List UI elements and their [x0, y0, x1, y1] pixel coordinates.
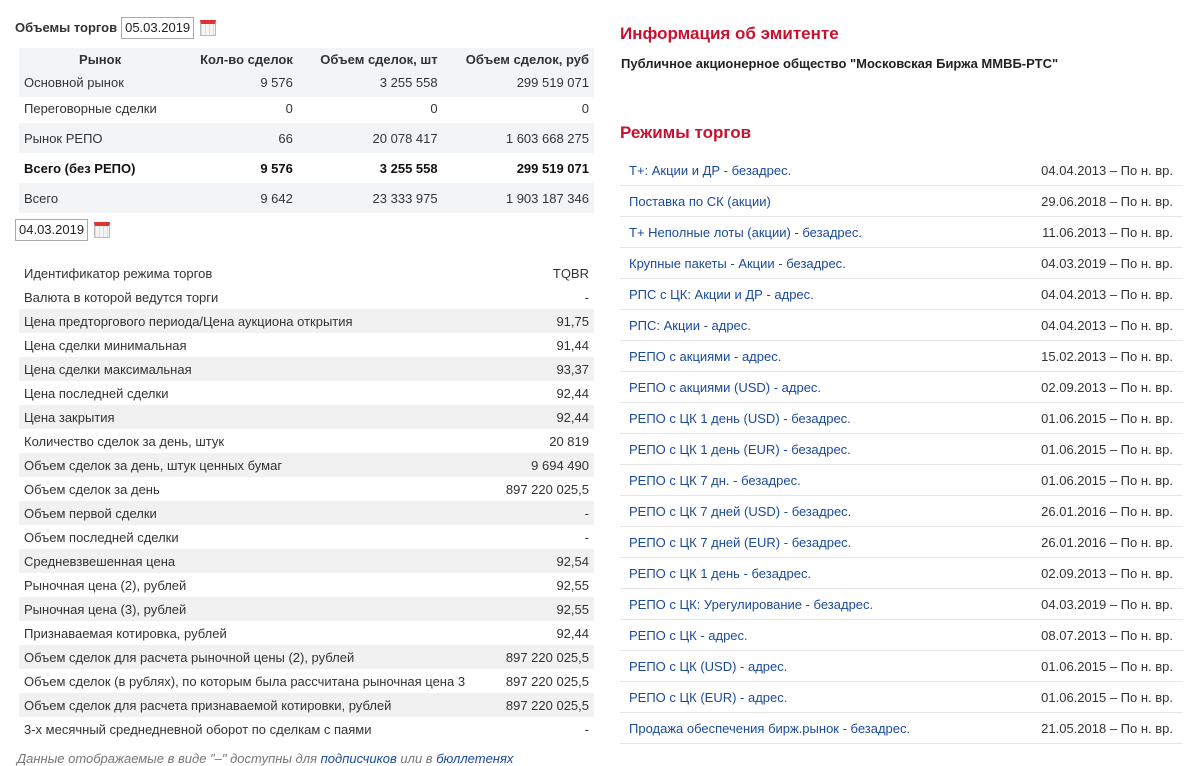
calendar-icon[interactable] [200, 20, 216, 36]
row-label: Количество сделок за день, штук [24, 433, 225, 449]
volumes-title: Объемы торгов [15, 20, 118, 35]
footnote-text: или в [396, 751, 437, 766]
table-row [19, 67, 594, 97]
table-cell: 23 333 975 [298, 183, 443, 213]
mode-link[interactable]: РЕПО с ЦК 7 дней (USD) - безадрес. [629, 503, 852, 519]
row-value: 897 220 025,5 [505, 673, 589, 689]
mode-period: 26.01.2016 – По н. вр. [1041, 503, 1173, 519]
mode-period: 01.06.2015 – По н. вр. [1041, 441, 1173, 457]
mode-period: 29.06.2018 – По н. вр. [1041, 193, 1173, 209]
mode-period: 04.03.2019 – По н. вр. [1041, 255, 1173, 271]
mode-period: 11.06.2013 – По н. вр. [1042, 224, 1173, 240]
row-label: Объем сделок за день, штук ценных бумаг [19, 453, 496, 477]
list-item [620, 403, 1183, 434]
mode-period: 04.04.2013 – По н. вр. [1041, 286, 1173, 302]
table-cell: 1 903 187 346 [443, 183, 594, 213]
table-row [19, 123, 594, 153]
list-item [620, 434, 1183, 465]
list-item [620, 279, 1183, 310]
row-label: Цена предторгового периода/Цена аукциона открытия [19, 309, 496, 333]
mode-period: 04.04.2013 – По н. вр. [1041, 317, 1173, 333]
table-row [19, 597, 594, 621]
row-label: Рыночная цена (3), рублей [19, 597, 496, 621]
mode-link[interactable]: РЕПО с ЦК (USD) - адрес. [629, 658, 788, 674]
mode-period: 01.06.2015 – По н. вр. [1041, 472, 1173, 488]
column-header: Объем сделок, руб [443, 48, 594, 67]
subscribers-link[interactable]: подписчиков [320, 751, 397, 766]
table-row [19, 477, 594, 501]
mode-period: 01.06.2015 – По н. вр. [1041, 689, 1173, 705]
row-label: Средневзвешенная цена [19, 549, 496, 573]
volumes-date-input[interactable]: 05.03.2019 [121, 17, 194, 39]
modes-title: Режимы торгов [620, 123, 752, 142]
table-row [19, 717, 594, 741]
table-row [19, 357, 594, 381]
mode-period: 04.04.2013 – По н. вр. [1041, 162, 1173, 178]
table-cell: 66 [181, 123, 298, 153]
list-item [620, 155, 1183, 186]
row-value: - [584, 721, 589, 737]
row-label: 3-х месячный среднедневной оборот по сделкам с паями [24, 721, 372, 737]
table-row [19, 669, 594, 693]
table-row [19, 453, 594, 477]
row-label: Идентификатор режима торгов [24, 265, 213, 281]
mode-period: 15.02.2013 – По н. вр. [1041, 348, 1173, 364]
details-date-row [15, 219, 595, 241]
list-item [620, 558, 1183, 589]
row-value: 20 819 [549, 433, 589, 449]
footnote-text: Данные отображаемые в виде "–" доступны для [17, 751, 321, 766]
row-value: 9 694 490 [496, 453, 594, 477]
list-item [620, 465, 1183, 496]
list-item [620, 372, 1183, 403]
mode-period: 02.09.2013 – По н. вр. [1041, 379, 1173, 395]
list-item [620, 248, 1183, 279]
table-row [19, 525, 594, 549]
row-value: 91,75 [496, 309, 594, 333]
row-value: 897 220 025,5 [496, 645, 594, 669]
bulletins-link[interactable]: бюллетенях [436, 751, 514, 766]
row-label: Объем сделок для расчета признаваемой котировки, рублей [19, 693, 496, 717]
list-item [620, 713, 1183, 744]
table-row [19, 573, 594, 597]
row-label: Цена последней сделки [24, 385, 169, 401]
row-value: 92,55 [496, 597, 594, 621]
table-cell: 3 255 558 [379, 160, 438, 176]
table-cell: 1 603 668 275 [443, 123, 594, 153]
mode-link[interactable]: Продажа обеспечения бирж.рынок - безадрес. [629, 720, 911, 736]
table-row [19, 405, 594, 429]
row-value: - [496, 501, 594, 525]
list-item [620, 589, 1183, 620]
mode-link[interactable]: РЕПО с ЦК 1 день (EUR) - безадрес. [629, 441, 851, 457]
table-row [19, 153, 594, 183]
row-label: Рыночная цена (2), рублей [24, 577, 187, 593]
list-item [620, 620, 1183, 651]
row-label: Признаваемая котировка, рублей [24, 625, 227, 641]
list-item [620, 310, 1183, 341]
column-header: Объем сделок, шт [298, 48, 443, 67]
row-value: 92,44 [556, 385, 589, 401]
table-cell: Рынок РЕПО [19, 123, 181, 153]
issuer-title: Информация об эмитенте [620, 24, 839, 43]
column-header: Рынок [19, 48, 181, 67]
left-column [15, 16, 595, 766]
row-value: 92,44 [556, 625, 589, 641]
volumes-table [19, 48, 594, 213]
table-cell: 0 [430, 100, 438, 116]
table-cell: 20 078 417 [298, 123, 443, 153]
row-value: 92,44 [496, 405, 594, 429]
table-row [19, 333, 594, 357]
mode-link[interactable]: РЕПО с ЦК 1 день - безадрес. [629, 565, 812, 581]
modes-list [620, 155, 1183, 744]
mode-period: 08.07.2013 – По н. вр. [1041, 627, 1173, 643]
mode-link[interactable]: РЕПО с акциями - адрес. [629, 348, 782, 364]
table-cell: 9 642 [181, 183, 298, 213]
row-value: - [584, 529, 589, 545]
details-date-input[interactable]: 04.03.2019 [15, 219, 88, 241]
right-column [620, 24, 1183, 744]
footnote [17, 751, 595, 766]
mode-link[interactable]: Т+ Неполные лоты (акции) - безадрес. [629, 224, 862, 240]
mode-link[interactable]: РПС с ЦК: Акции и ДР - адрес. [629, 286, 814, 302]
table-cell: 0 [285, 100, 293, 116]
row-value: 92,55 [556, 577, 589, 593]
mode-period: 02.09.2013 – По н. вр. [1041, 565, 1173, 581]
mode-link[interactable]: РЕПО с акциями (USD) - адрес. [629, 379, 822, 395]
mode-period: 04.03.2019 – По н. вр. [1041, 596, 1173, 612]
table-row [19, 621, 594, 645]
list-item [620, 682, 1183, 713]
mode-period: 26.01.2016 – По н. вр. [1041, 534, 1173, 550]
list-item [620, 186, 1183, 217]
row-label: Цена сделки максимальная [19, 357, 496, 381]
table-cell: 0 [581, 100, 589, 116]
row-label: Объем сделок за день [24, 481, 160, 497]
table-cell: 299 519 071 [443, 67, 594, 97]
row-value: 897 220 025,5 [496, 693, 594, 717]
row-label: Объем последней сделки [24, 529, 179, 545]
list-item [620, 341, 1183, 372]
mode-link[interactable]: РЕПО с ЦК 1 день (USD) - безадрес. [629, 410, 851, 426]
volumes-header [15, 16, 595, 39]
row-value: 92,54 [496, 549, 594, 573]
row-label: Объем сделок для расчета рыночной цены (2), рублей [19, 645, 496, 669]
mode-link[interactable]: РЕПО с ЦК (EUR) - адрес. [629, 689, 788, 705]
table-row [19, 549, 594, 573]
table-row [19, 183, 594, 213]
row-value: TQBR [552, 265, 589, 281]
mode-period: 21.05.2018 – По н. вр. [1041, 720, 1173, 736]
list-item [620, 527, 1183, 558]
issuer-name: Публичное акционерное общество "Московская Биржа ММВБ-РТС" [621, 56, 1059, 71]
table-cell: Всего (без РЕПО) [24, 160, 136, 176]
row-value: 93,37 [496, 357, 594, 381]
table-cell: 299 519 071 [516, 160, 589, 176]
table-row [19, 97, 594, 123]
mode-link[interactable]: Т+: Акции и ДР - безадрес. [629, 162, 792, 178]
table-row [19, 693, 594, 717]
table-row [19, 285, 594, 309]
table-row [19, 309, 594, 333]
row-value: - [584, 289, 589, 305]
table-cell: Переговорные сделки [24, 100, 157, 116]
list-item [620, 651, 1183, 682]
calendar-icon[interactable] [94, 222, 110, 238]
mode-link[interactable]: РПС: Акции - адрес. [629, 317, 751, 333]
mode-period: 01.06.2015 – По н. вр. [1041, 410, 1173, 426]
mode-link[interactable]: РЕПО с ЦК 7 дней (EUR) - безадрес. [629, 534, 852, 550]
mode-link[interactable]: РЕПО с ЦК - адрес. [629, 627, 748, 643]
table-cell: 3 255 558 [298, 67, 443, 97]
list-item [620, 496, 1183, 527]
table-cell: 9 576 [181, 67, 298, 97]
table-row [19, 501, 594, 525]
row-label: Объем сделок (в рублях), по которым была рассчитана рыночная цена 3 [24, 673, 466, 689]
table-row [19, 429, 594, 453]
table-row [19, 381, 594, 405]
row-value: 897 220 025,5 [505, 481, 589, 497]
column-header: Кол-во сделок [181, 48, 298, 67]
list-item [620, 217, 1183, 248]
table-row [19, 645, 594, 669]
row-label: Валюта в которой ведутся торги [24, 289, 219, 305]
mode-link[interactable]: РЕПО с ЦК 7 дн. - безадрес. [629, 472, 801, 488]
mode-link[interactable]: Крупные пакеты - Акции - безадрес. [629, 255, 846, 271]
table-cell: Всего [19, 183, 181, 213]
mode-period: 01.06.2015 – По н. вр. [1041, 658, 1173, 674]
row-label: Цена сделки минимальная [24, 337, 187, 353]
table-cell: 9 576 [260, 160, 293, 176]
table-row [19, 261, 594, 285]
row-label: Цена закрытия [19, 405, 496, 429]
row-label: Объем первой сделки [19, 501, 496, 525]
row-value: 91,44 [556, 337, 589, 353]
mode-link[interactable]: РЕПО с ЦК: Урегулирование - безадрес. [629, 596, 874, 612]
details-table [19, 261, 594, 741]
table-cell: Основной рынок [19, 67, 181, 97]
mode-link[interactable]: Поставка по СК (акции) [629, 193, 771, 209]
